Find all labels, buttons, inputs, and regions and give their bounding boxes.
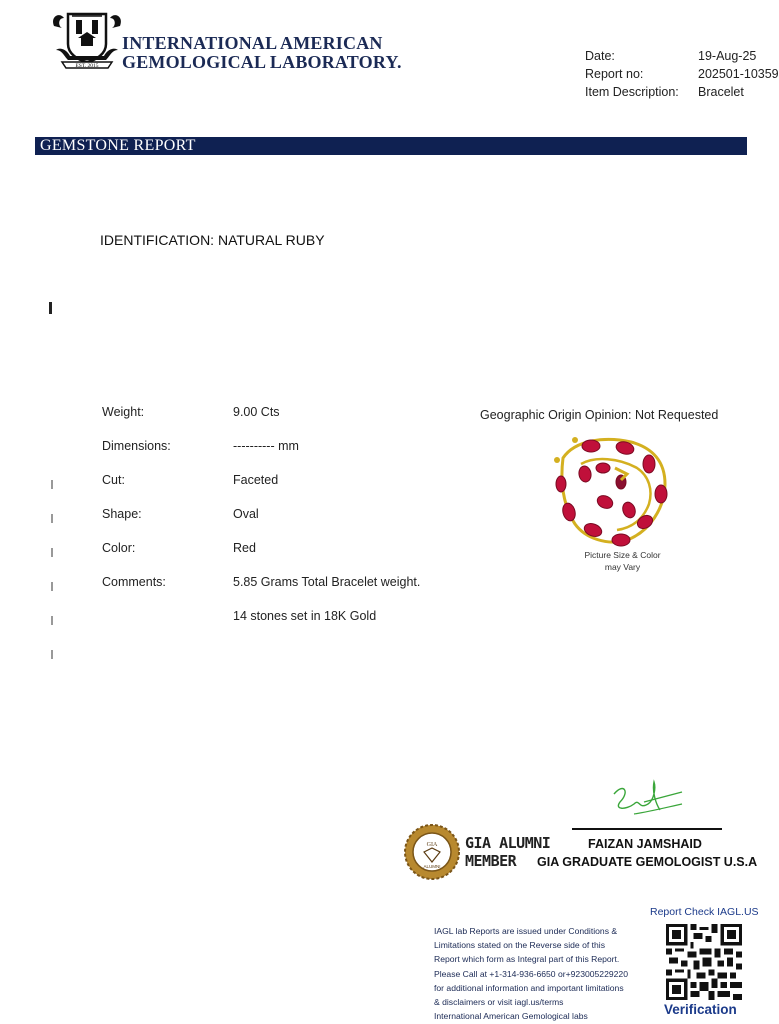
spec-row-comments-2: [102, 609, 376, 623]
lab-name-line2: GEMOLOGICAL LABORATORY.: [122, 52, 402, 72]
spec-row-comments: [102, 575, 420, 589]
bracelet-photo: [545, 428, 675, 550]
margin-mark: [51, 616, 53, 625]
meta-value: Bracelet: [698, 85, 744, 99]
disclaimer-line: & disclaimers or visit iagl.us/terms: [434, 997, 564, 1008]
disclaimer-line: for additional information and important limitations: [434, 982, 624, 993]
spec-value: 9.00 Cts: [233, 405, 280, 419]
spec-value: 5.85 Grams Total Bracelet weight.: [233, 575, 421, 589]
disclaimer-line: International American Gemological labs: [434, 1011, 588, 1022]
spec-row-color: [102, 541, 256, 555]
spec-value: Red: [233, 541, 256, 555]
spec-label: Comments:: [102, 575, 166, 589]
caption-line: may Vary: [604, 562, 641, 572]
spec-value: Oval: [233, 507, 259, 521]
margin-mark: [49, 302, 52, 314]
lab-logo: [48, 6, 126, 72]
spec-label: Dimensions:: [102, 439, 171, 453]
signature-line: [572, 828, 722, 830]
logo-est-text: EST. 2015: [75, 63, 99, 69]
margin-mark: [51, 582, 53, 591]
gia-seal-icon: [404, 824, 460, 880]
lab-name-line1: INTERNATIONAL AMERICAN: [122, 33, 383, 53]
spec-label: Shape:: [102, 507, 142, 521]
disclaimer-line: Please Call at +1-314-936-6650 or+923005229220: [434, 968, 628, 979]
origin-opinion: Geographic Origin Opinion: Not Requested: [480, 408, 719, 422]
margin-mark: [51, 514, 53, 523]
spec-row-shape: [102, 507, 259, 521]
spec-label: Color:: [102, 541, 136, 555]
report-check-link[interactable]: Report Check IAGL.US: [650, 906, 759, 918]
disclaimer-line: Report which form as Integral part of this Report.: [434, 954, 620, 965]
spec-row-weight: [102, 405, 280, 419]
banner-title: GEMSTONE REPORT: [40, 137, 196, 154]
disclaimer: [434, 924, 654, 1023]
meta-value: 202501-10359: [698, 67, 779, 81]
verification-label: Verification: [664, 1002, 737, 1017]
meta-row-date: [585, 47, 779, 65]
meta-label: Date:: [585, 49, 615, 63]
spec-value: ---------- mm: [233, 439, 299, 453]
seal-text: GIA: [426, 842, 438, 848]
caption-line: Picture Size & Color: [584, 550, 661, 560]
gia-line2: MEMBER: [465, 852, 517, 870]
margin-mark: [51, 548, 53, 557]
signature-image: [604, 774, 688, 822]
gia-line1: GIA ALUMNI: [465, 834, 551, 852]
spec-row-dimensions: [102, 439, 299, 453]
spec-value: 14 stones set in 18K Gold: [233, 609, 377, 623]
lab-name: [122, 34, 402, 72]
meta-row-report-no: [585, 65, 779, 83]
signatory-title: GIA GRADUATE GEMOLOGIST U.S.A: [537, 855, 758, 869]
spec-label: [102, 609, 233, 623]
report-meta: [585, 47, 779, 101]
margin-mark: [51, 650, 53, 659]
meta-label: Report no:: [585, 67, 644, 81]
spec-label: Cut:: [102, 473, 125, 487]
signatory-name: FAIZAN JAMSHAID: [588, 837, 702, 851]
meta-label: Item Description:: [585, 85, 679, 99]
gia-alumni-label: [465, 834, 550, 870]
meta-value: 19-Aug-25: [698, 49, 757, 63]
report-banner: [35, 137, 747, 155]
spec-row-cut: [102, 473, 278, 487]
disclaimer-line: Limitations stated on the Reverse side of this: [434, 940, 606, 951]
seal-subtext: ALUMNI: [423, 864, 441, 869]
margin-mark: [51, 480, 53, 489]
spec-label: Weight:: [102, 405, 145, 419]
photo-caption: [560, 549, 685, 573]
disclaimer-line: IAGL lab Reports are issued under Conditions &: [434, 926, 618, 936]
spec-value: Faceted: [233, 473, 279, 487]
meta-row-item: [585, 83, 779, 101]
qr-code-icon[interactable]: [666, 924, 742, 1000]
identification: IDENTIFICATION: NATURAL RUBY: [100, 232, 325, 248]
